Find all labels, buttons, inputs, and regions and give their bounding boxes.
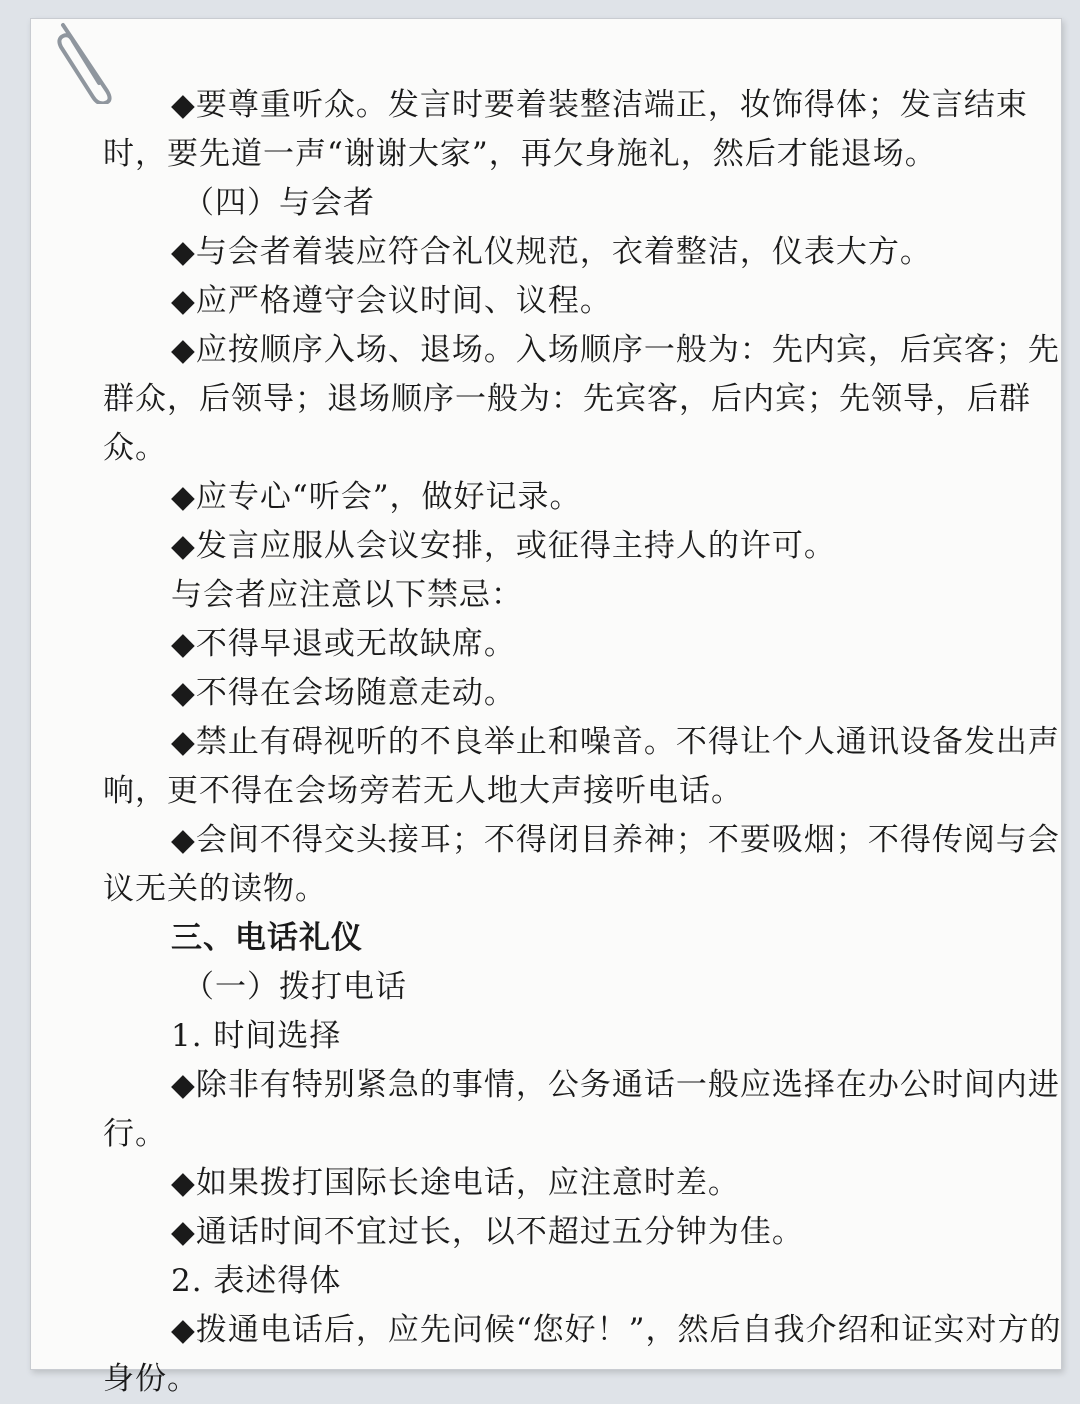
section-heading-attendees: （四）与会者 xyxy=(183,185,375,221)
paragraph-no-walking: ◆不得在会场随意走动。 xyxy=(171,675,516,711)
paragraph-speaker-respect: ◆要尊重听众。发言时要着装整洁端正，妆饰得体；发言结束时，要先道一声“谢谢大家”，再欠身施礼，然后才能退场。 xyxy=(103,87,1028,172)
document-page xyxy=(30,18,1062,1397)
paragraph-no-leaving: ◆不得早退或无故缺席。 xyxy=(171,626,516,662)
paragraph-taboos-intro: 与会者应注意以下禁忌： xyxy=(171,577,523,613)
document-body xyxy=(103,81,1068,1404)
paragraph-speaking: ◆发言应服从会议安排，或征得主持人的许可。 xyxy=(171,528,836,564)
paragraph-attire: ◆与会者着装应符合礼仪规范，衣着整洁，仪表大方。 xyxy=(171,234,932,270)
paragraph-call-duration: ◆通话时间不宜过长，以不超过五分钟为佳。 xyxy=(171,1214,804,1250)
paragraph-schedule: ◆应严格遵守会议时间、议程。 xyxy=(171,283,612,319)
paragraph-listen: ◆应专心“听会”，做好记录。 xyxy=(171,479,582,515)
paragraph-no-whispering: ◆会间不得交头接耳；不得闭目养神；不要吸烟；不得传阅与会议无关的读物。 xyxy=(103,822,1060,907)
subsection-heading-making-calls: （一）拨打电话 xyxy=(183,969,407,1005)
paragraph-time-difference: ◆如果拨打国际长途电话，应注意时差。 xyxy=(171,1165,740,1201)
item-heading-expression: 2. 表述得体 xyxy=(171,1263,342,1299)
item-heading-timing: 1. 时间选择 xyxy=(171,1018,342,1054)
paragraph-entry-order: ◆应按顺序入场、退场。入场顺序一般为：先内宾，后宾客；先群众，后领导；退场顺序一般为：先宾客，后内宾；先领导，后群众。 xyxy=(103,332,1060,466)
paragraph-office-hours: ◆除非有特别紧急的事情，公务通话一般应选择在办公时间内进行。 xyxy=(103,1067,1060,1152)
paragraph-greeting: ◆拨通电话后，应先问候“您好！”，然后自我介绍和证实对方的身份。 xyxy=(103,1312,1062,1397)
section-heading-phone-etiquette: 三、电话礼仪 xyxy=(171,920,363,956)
paragraph-no-noise: ◆禁止有碍视听的不良举止和噪音。不得让个人通讯设备发出声响，更不得在会场旁若无人地大声接听电话。 xyxy=(103,724,1060,809)
